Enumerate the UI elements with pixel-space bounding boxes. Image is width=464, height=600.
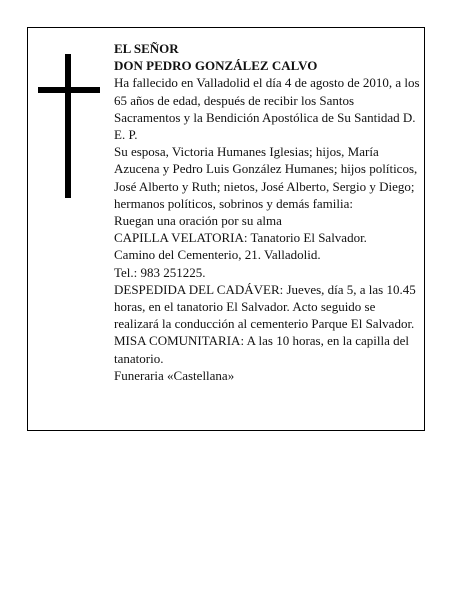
mass-info: MISA COMUNITARIA: A las 10 horas, en la capilla del tanatorio.	[114, 333, 410, 366]
cross-vertical-bar	[65, 54, 71, 198]
obituary-notice	[27, 27, 425, 431]
prayer-request: Ruegan una oración por su alma	[114, 213, 282, 229]
farewell-info: DESPEDIDA DEL CADÁVER: Jueves, día 5, a las 10.45 horas, en el tanatorio El Salvador. Acto seguido se realizará la conducción al cementerio Parque El Salvador.	[114, 281, 416, 332]
chapel-line: CAPILLA VELATORIA: Tanatorio El Salvador.	[114, 230, 367, 246]
funeral-home: Funeraria «Castellana»	[114, 367, 235, 383]
family-list: Su esposa, Victoria Humanes Iglesias; hijos, María Azucena y Pedro Luis González Humanes; hijos políticos, José Alberto y Ruth; nietos, José Alberto, Sergio y Diego; hermanos políticos, sobrinos y demás familia:	[114, 144, 418, 211]
cross-horizontal-bar	[38, 87, 100, 93]
notice-text	[114, 40, 420, 384]
death-statement: Ha fallecido en Valladolid el día 4 de agosto de 2010, a los 65 años de edad, después de recibir los Santos Sacramentos y la Bendición Apostólica de Su Santidad D. E. P.	[114, 75, 420, 143]
phone-number: Tel.: 983 251225.	[114, 264, 206, 280]
title-line-1: EL SEÑOR	[114, 41, 179, 56]
cross-icon	[38, 54, 100, 198]
deceased-name: DON PEDRO GONZÁLEZ CALVO	[114, 58, 318, 74]
chapel-address: Camino del Cementerio, 21. Valladolid.	[114, 247, 321, 263]
